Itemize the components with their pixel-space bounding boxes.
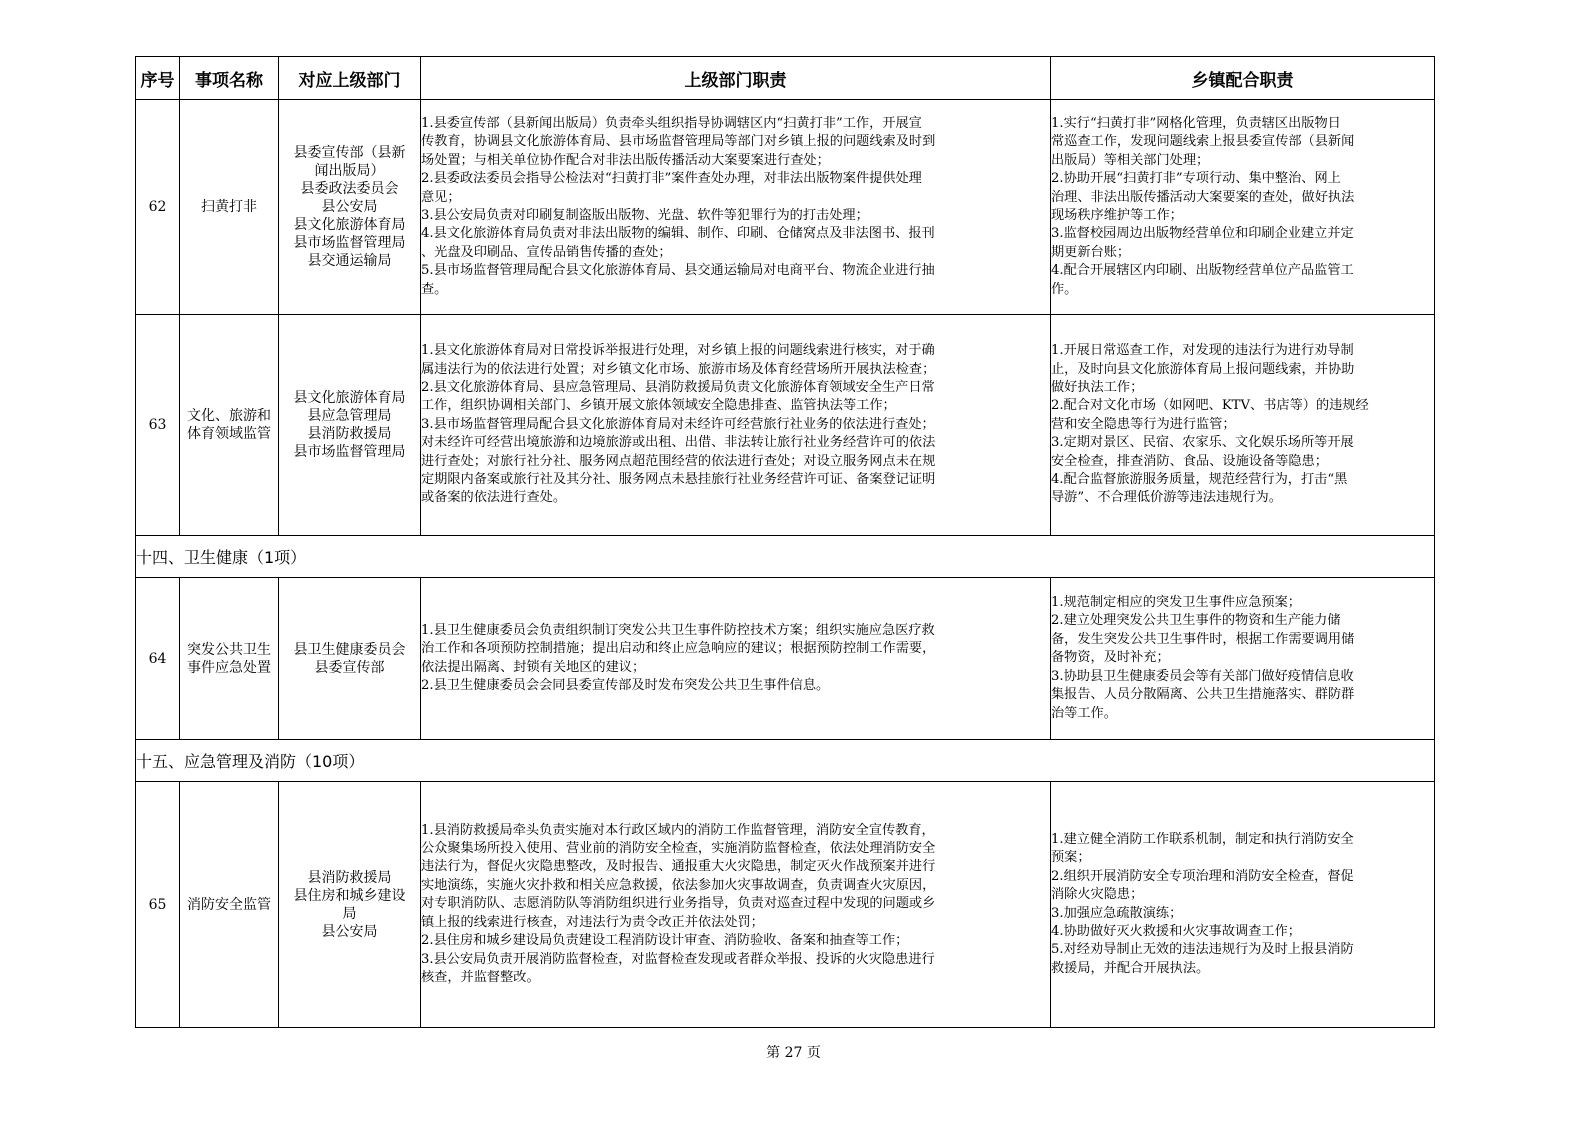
upper-duty-line: 2.县卫生健康委员会会同县委宣传部及时发布突发公共卫生事件信息。 [421,677,830,693]
item-name [180,315,279,536]
dept-list-line: 县委宣传部 [314,659,385,676]
town-duty-line: 消除火灾隐患； [1051,887,1144,903]
town-duty-line: 现场秩序维护等工作； [1051,208,1183,223]
upper-duty-line: 属违法行为的依法进行处置；对乡镇文化市场、旅游市场及体育经营场所开展执法检查； [421,361,936,377]
town-duty-line: 2.组织开展消防安全专项治理和消防安全检查，督促 [1051,868,1354,884]
upper-duty-line: 定期限内备案或旅行社及其分社、服务网点未悬挂旅行社业务经营许可证、备案登记证明 [421,472,936,488]
dept-list-line: 局 [342,905,357,922]
upper-duty-line: 、光盘及印刷品、宣传品销售传播的查处； [421,244,672,260]
item-name-line: 体育领域监管 [187,426,271,442]
dept-list-line: 闻出版局） [314,163,385,179]
upper-duty-line: 意见； [421,189,461,205]
town-duty-line: 做好执法工作； [1051,379,1144,395]
dept-list [279,782,421,1028]
town-duty-line: 4.配合开展辖区内印刷、出版物经营单位产品监管工 [1051,263,1354,279]
upper-duty-line: 1.县卫生健康委员会负责组织制订突发公共卫生事件防控技术方案；组织实施应急医疗救 [421,622,935,638]
row-number: 65 [136,782,180,1028]
town-duty-line: 3.监督校园周边出版物经营单位和印刷企业建立并定 [1051,226,1354,242]
upper-duty [421,100,1051,315]
town-duty-line: 备物资，及时补充； [1051,650,1170,666]
upper-duty-line: 传教育，协调县文化旅游体育局、县市场监督管理局等部门对乡镇上报的问题线索及时到 [421,134,936,150]
town-duty-line: 备，发生突发公共卫生事件时，根据工作需要调用储 [1051,631,1355,647]
town-duty-line: 1.规范制定相应的突发卫生事件应急预案； [1051,595,1301,611]
town-duty-line: 集报告、人员分散隔离、公共卫生措施落实、群防群 [1051,687,1355,703]
town-duty [1051,100,1435,315]
upper-duty-line: 1.县委宣传部（县新闻出版局）负责牵头组织指导协调辖区内“扫黄打非”工作，开展宣 [421,115,922,131]
town-duty-line: 止，及时向县文化旅游体育局上报问题线索，并协助 [1051,361,1355,377]
table-body [136,100,1435,1028]
dept-list-line: 县文化旅游体育局 [293,217,406,233]
section-title: 十四、卫生健康（1项） [136,536,1435,578]
town-duty [1051,782,1435,1028]
header-item-name: 事项名称 [180,57,279,100]
dept-list-line: 县应急管理局 [307,408,392,424]
upper-duty [421,782,1051,1028]
table-row [136,100,1435,315]
item-name-line: 消防安全监管 [187,896,271,913]
dept-list-line: 县消防救援局 [307,869,392,886]
upper-duty-line: 1.县文化旅游体育局对日常投诉举报进行处理，对乡镇上报的问题线索进行核实，对于确 [421,343,935,359]
section-row [136,740,1435,782]
upper-duty-line: 镇上报的线索进行核查，对违法行为责令改正并依法处罚； [421,914,764,930]
town-duty-line: 1.实行“扫黄打非”网格化管理，负责辖区出版物日 [1051,115,1341,131]
upper-duty-line: 2.县住房和城乡建设局负责建设工程消防设计审查、消防验收、备案和抽查等工作； [421,933,909,949]
section-row [136,536,1435,578]
town-duty-line: 2.配合对文化市场（如网吧、KTV、书店等）的违规经 [1051,398,1369,414]
town-duty-line: 营和安全隐患等行为进行监管； [1051,416,1236,432]
dept-list-line: 县公安局 [321,923,378,940]
town-duty-line: 3.定期对景区、民宿、农家乐、文化娱乐场所等开展 [1051,435,1354,451]
town-duty-line: 救援局，并配合开展执法。 [1051,960,1210,976]
upper-duty-line: 3.县市场监督管理局配合县文化旅游体育局对未经许可经营旅行社业务的依法进行查处； [421,416,935,432]
table-row [136,578,1435,740]
upper-duty-line: 对专职消防队、志愿消防队等消防组织进行业务指导，负责对巡查过程中发现的问题或乡 [421,896,936,912]
upper-duty-line: 公众聚集场所投入使用、营业前的消防安全检查，实施消防监督检查，依法处理消防安全 [421,841,936,857]
town-duty-line: 4.配合监督旅游服务质量，规范经营行为，打击“黑 [1051,472,1348,488]
dept-list-line: 县委宣传部（县新 [293,145,406,161]
town-duty-line: 1.建立健全消防工作联系机制，制定和执行消防安全 [1051,831,1354,847]
item-name-line: 文化、旅游和 [187,408,271,424]
town-duty-line: 5.对经劝导制止无效的违法违规行为及时上报县消防 [1051,942,1354,958]
upper-duty-line: 依法提出隔离、封锁有关地区的建议； [421,659,646,675]
upper-duty-line: 对未经许可经营出境旅游和边境旅游或出租、出借、非法转让旅行社业务经营许可的依法 [421,435,936,451]
upper-duty-line: 3.县公安局负责开展消防监督检查，对监督检查发现或者群众举报、投诉的火灾隐患进行 [421,951,935,967]
duty-table [135,56,1435,1028]
town-duty-line: 期更新台账； [1051,244,1131,260]
town-duty-line: 作。 [1051,281,1078,297]
upper-duty-line: 或备案的依法进行查处。 [421,490,567,506]
upper-duty-line: 工作，组织协调相关部门、乡镇开展文旅体领域安全隐患排查、监管执法等工作； [421,398,896,414]
town-duty-line: 2.建立处理突发公共卫生事件的物资和生产能力储 [1051,613,1341,629]
dept-list-line: 县公安局 [321,199,378,215]
town-duty [1051,578,1435,740]
upper-duty [421,315,1051,536]
upper-duty-line: 进行查处；对旅行社分社、服务网点超范围经营的依法进行查处；对设立服务网点未在规 [421,453,936,469]
upper-duty-line: 场处置；与相关单位协作配合对非法出版传播活动大案要案进行查处； [421,152,830,168]
upper-duty-line: 4.县文化旅游体育局负责对非法出版物的编辑、制作、印刷、仓储窝点及非法图书、报刊 [421,226,935,242]
dept-list-line: 县文化旅游体育局 [293,390,406,406]
town-duty-line: 预案； [1051,850,1091,866]
header-no: 序号 [136,57,180,100]
header-dept: 对应上级部门 [279,57,421,100]
town-duty-line: 出版局）等相关部门处理； [1051,152,1210,168]
upper-duty-line: 治工作和各项预防控制措施；提出启动和终止应急响应的建议；根据预防控制工作需要， [421,641,936,657]
town-duty-line: 3.协助县卫生健康委员会等有关部门做好疫情信息收 [1051,668,1354,684]
dept-list-line: 县消防救援局 [307,426,392,442]
upper-duty [421,578,1051,740]
item-name [180,100,279,315]
town-duty-line: 1.开展日常巡查工作，对发现的违法行为进行劝导制 [1051,343,1354,359]
upper-duty-line: 5.县市场监督管理局配合县文化旅游体育局、县交通运输局对电商平台、物流企业进行抽 [421,263,935,279]
page-number: 第 27 页 [766,1045,821,1061]
town-duty-line: 安全检查，排查消防、食品、设施设备等隐患； [1051,453,1328,469]
town-duty-line: 常巡查工作，发现问题线索上报县委宣传部（县新闻 [1051,134,1355,150]
header-town-duty: 乡镇配合职责 [1051,57,1435,100]
dept-list-line: 县住房和城乡建设 [293,887,406,904]
town-duty-line: 2.协助开展“扫黄打非”专项行动、集中整治、网上 [1051,171,1341,187]
item-name-line: 事件应急处置 [187,659,271,676]
row-number: 62 [136,100,180,315]
header-row [136,57,1435,100]
dept-list-line: 县市场监督管理局 [293,235,406,251]
upper-duty-line: 2.县委政法委员会指导公检法对“扫黄打非”案件查处办理，对非法出版物案件提供处理 [421,171,922,187]
dept-list [279,578,421,740]
dept-list [279,100,421,315]
town-duty-line: 导游”、不合理低价游等违法违规行为。 [1051,490,1282,506]
dept-list-line: 县委政法委员会 [300,181,399,197]
upper-duty-line: 3.县公安局负责对印刷复制盗版出版物、光盘、软件等犯罪行为的打击处理； [421,208,869,223]
dept-list [279,315,421,536]
dept-list-line: 县交通运输局 [307,253,392,269]
upper-duty-line: 实地演练，实施火灾扑救和相关应急救援，依法参加火灾事故调查，负责调查火灾原因， [421,877,936,893]
town-duty-line: 治理、非法出版传播活动大案要案的查处，做好执法 [1051,189,1355,205]
item-name [180,578,279,740]
town-duty-line: 治等工作。 [1051,705,1117,721]
upper-duty-line: 1.县消防救援局牵头负责实施对本行政区域内的消防工作监督管理，消防安全宣传教育， [421,822,935,838]
row-number: 63 [136,315,180,536]
item-name [180,782,279,1028]
town-duty-line: 4.协助做好灭火救援和火灾事故调查工作； [1051,923,1301,939]
header-upper-duty: 上级部门职责 [421,57,1051,100]
item-name-line: 扫黄打非 [201,199,257,215]
upper-duty-line: 2.县文化旅游体育局、县应急管理局、县消防救援局负责文化旅游体育领域安全生产日常 [421,379,935,395]
upper-duty-line: 违法行为，督促火灾隐患整改，及时报告、通报重大火灾隐患，制定灭火作战预案并进行 [421,859,936,875]
town-duty-line: 3.加强应急疏散演练； [1051,905,1183,921]
table-row [136,782,1435,1028]
dept-list-line: 县市场监督管理局 [293,444,406,460]
item-name-line: 突发公共卫生 [187,641,271,658]
table-row [136,315,1435,536]
row-number: 64 [136,578,180,740]
dept-list-line: 县卫生健康委员会 [293,641,406,658]
upper-duty-line: 查。 [421,281,448,297]
section-title: 十五、应急管理及消防（10项） [136,740,1435,782]
town-duty [1051,315,1435,536]
upper-duty-line: 核查，并监督整改。 [421,969,540,985]
